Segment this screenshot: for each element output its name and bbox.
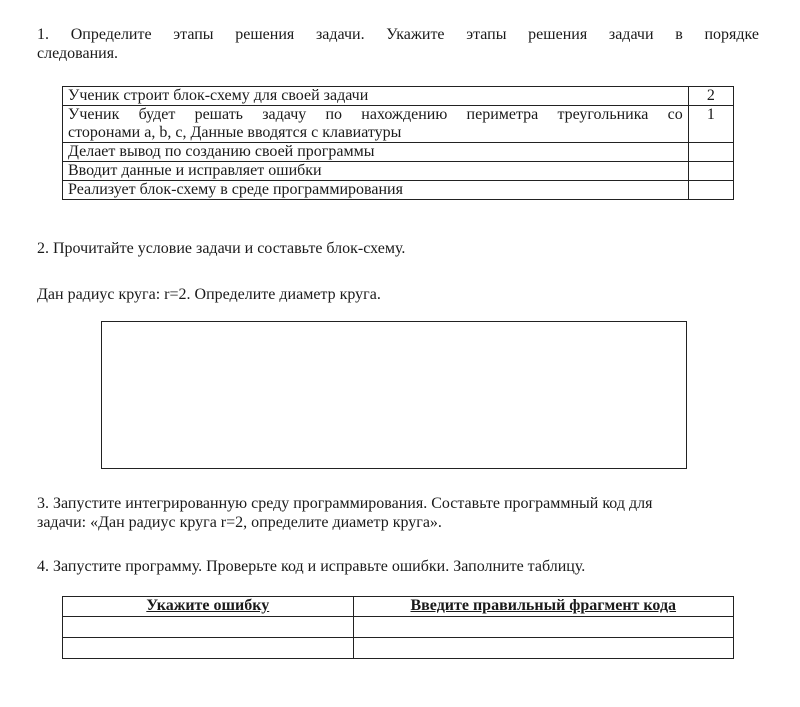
table-row — [63, 617, 734, 638]
column-header-error: Укажите ошибку — [63, 597, 354, 617]
table-row — [63, 106, 734, 143]
error-cell[interactable] — [63, 617, 354, 638]
task3-line2: задачи: «Дан радиус круга r=2, определите диаметр круга». — [37, 514, 442, 531]
stage-text: Вводит данные и исправляет ошибки — [63, 162, 689, 181]
stage-number-input[interactable] — [688, 143, 733, 162]
stage-text: Реализует блок-схему в среде программирования — [63, 181, 689, 200]
task2-heading: 2. Прочитайте условие задачи и составьте блок-схему. — [37, 240, 406, 257]
flowchart-answer-box[interactable] — [101, 321, 687, 469]
stage-number-input[interactable] — [688, 162, 733, 181]
table-row — [63, 181, 734, 200]
task1-heading-line2: следования. — [37, 45, 119, 62]
stage-text: Делает вывод по созданию своей программы — [63, 143, 689, 162]
task1-heading-line1: 1. Определите этапы решения задачи. Укажите этапы решения задачи в порядке — [37, 26, 759, 43]
table-row — [63, 638, 734, 659]
stage-number-input[interactable]: 2 — [688, 87, 733, 106]
stage-number-input[interactable] — [688, 181, 733, 200]
correct-code-cell[interactable] — [353, 617, 733, 638]
stage-text: Ученик строит блок-схему для своей задачи — [63, 87, 689, 106]
table-row — [63, 143, 734, 162]
column-header-correct-code: Введите правильный фрагмент кода — [353, 597, 733, 617]
stage-number-input[interactable]: 1 — [688, 106, 733, 143]
table-header-row — [63, 597, 734, 617]
table-row — [63, 162, 734, 181]
errors-table — [62, 596, 734, 659]
stage-text-line1: Ученик будет решать задачу по нахождению периметра треугольника со — [68, 106, 683, 123]
task4-heading: 4. Запустите программу. Проверьте код и исправьте ошибки. Заполните таблицу. — [37, 558, 586, 575]
correct-code-cell[interactable] — [353, 638, 733, 659]
stages-table — [62, 86, 734, 200]
stage-text-line2: сторонами a, b, c, Данные вводятся с клавиатуры — [68, 124, 402, 141]
stage-text — [63, 106, 689, 143]
table-row — [63, 87, 734, 106]
error-cell[interactable] — [63, 638, 354, 659]
task2-condition: Дан радиус круга: r=2. Определите диаметр круга. — [37, 286, 381, 303]
task3-line1: 3. Запустите интегрированную среду программирования. Составьте программный код для — [37, 495, 653, 512]
